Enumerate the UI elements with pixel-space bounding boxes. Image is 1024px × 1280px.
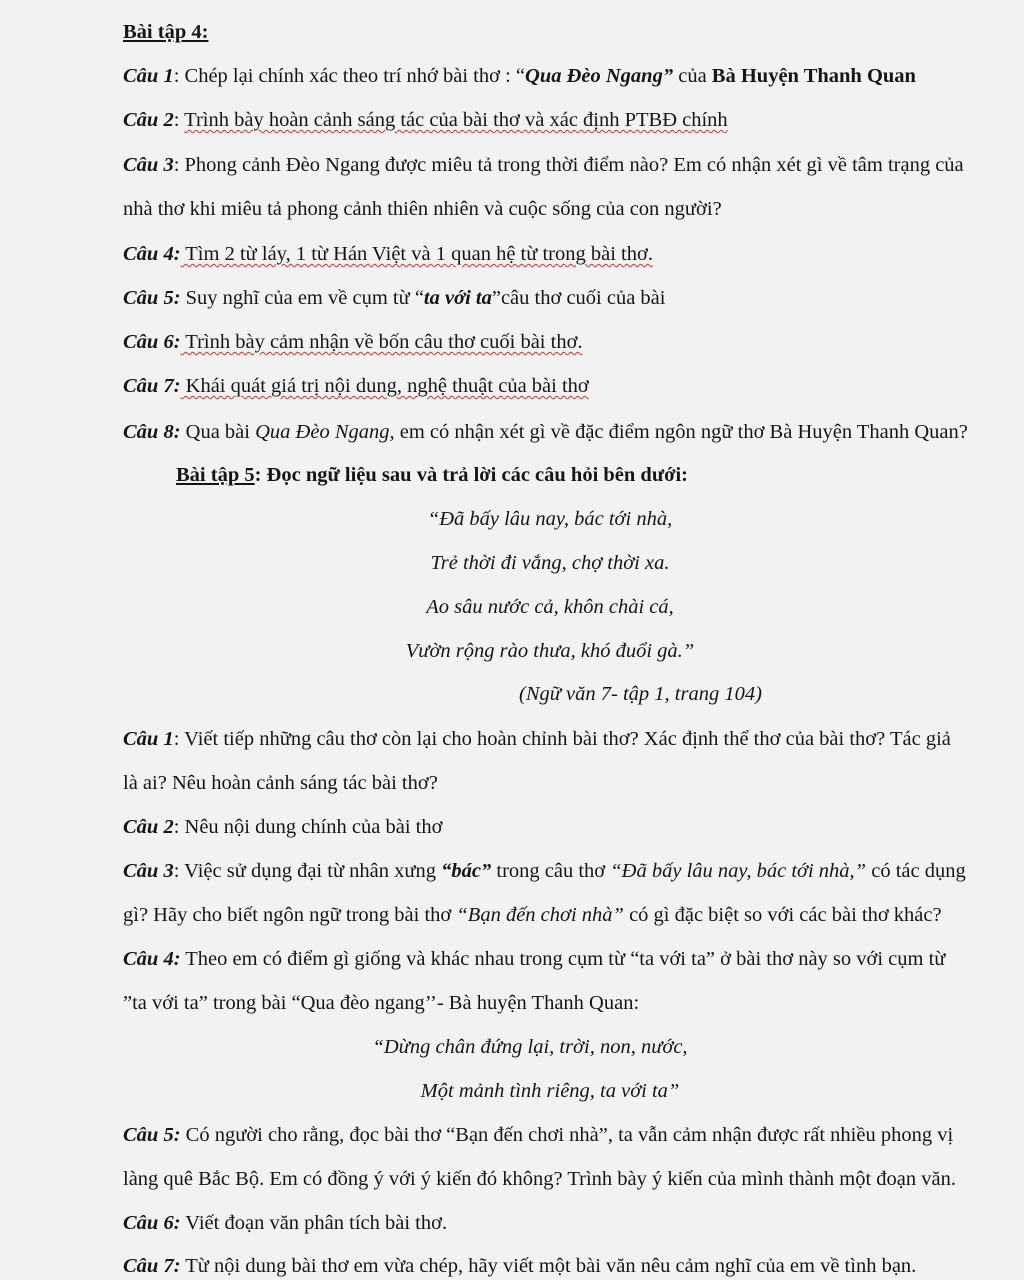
bt5-q4-line1: Câu 4: Theo em có điểm gì giống và khác nhau trong cụm từ “ta với ta” ở bài thơ này so với cụm từ — [123, 948, 946, 970]
bt5-q5-line2: làng quê Bắc Bộ. Em có đồng ý với ý kiến đó không? Trình bày ý kiến của mình thành một đoạn văn. — [123, 1168, 957, 1190]
bt4-q4: Câu 4: Tìm 2 từ láy, 1 từ Hán Việt và 1 quan hệ từ trong bài thơ. — [123, 243, 653, 265]
bt5-q5-line1: Câu 5: Có người cho rằng, đọc bài thơ “Bạn đến chơi nhà”, ta vẫn cảm nhận được rất nhiều phong vị — [123, 1124, 954, 1146]
bt5-q1-line2: là ai? Nêu hoàn cảnh sáng tác bài thơ? — [123, 772, 438, 794]
bt4-title: Bài tập 4: — [123, 21, 209, 43]
bt4-q1: Câu 1: Chép lại chính xác theo trí nhớ bài thơ : “Qua Đèo Ngang” của Bà Huyện Thanh Quan — [123, 65, 916, 87]
poem-line: “Đã bấy lâu nay, bác tới nhà, — [427, 508, 673, 530]
bt4-q3-line2: nhà thơ khi miêu tả phong cảnh thiên nhiên và cuộc sống của con người? — [123, 198, 722, 220]
bt5-q3-line1: Câu 3: Việc sử dụng đại từ nhân xưng “bác” trong câu thơ “Đã bấy lâu nay, bác tới nhà,” có tác dụng — [123, 860, 966, 882]
poem-source: (Ngữ văn 7- tập 1, trang 104) — [519, 683, 762, 705]
quote-line: “Dừng chân đứng lại, trời, non, nước, — [372, 1036, 688, 1058]
bt5-q7: Câu 7: Từ nội dung bài thơ em vừa chép, hãy viết một bài văn nêu cảm nghĩ của em về tình bạn. — [123, 1255, 917, 1277]
bt4-q2: Câu 2: Trình bày hoàn cảnh sáng tác của bài thơ và xác định PTBĐ chính — [123, 109, 728, 131]
bt4-q8: Câu 8: Qua bài Qua Đèo Ngang, em có nhận xét gì về đặc điểm ngôn ngữ thơ Bà Huyện Thanh Quan? — [123, 421, 968, 443]
bt4-q3-line1: Câu 3: Phong cảnh Đèo Ngang được miêu tả trong thời điểm nào? Em có nhận xét gì về tâm trạng của — [123, 154, 964, 176]
bt5-title: Bài tập 5: Đọc ngữ liệu sau và trả lời các câu hỏi bên dưới: — [176, 464, 689, 486]
bt5-q3-line2: gì? Hãy cho biết ngôn ngữ trong bài thơ “Bạn đến chơi nhà” có gì đặc biệt so với các bài thơ khác? — [123, 904, 942, 926]
quote-line: Một mảnh tình riêng, ta với ta” — [420, 1080, 680, 1102]
poem-line: Vườn rộng rào thưa, khó đuổi gà.” — [405, 640, 695, 662]
poem-line: Ao sâu nước cả, khôn chài cá, — [426, 596, 674, 618]
bt5-q4-line2: ”ta với ta” trong bài “Qua đèo ngang’’- Bà huyện Thanh Quan: — [123, 992, 640, 1014]
poem-line: Trẻ thời đi vắng, chợ thời xa. — [430, 552, 670, 574]
bt4-q7: Câu 7: Khái quát giá trị nội dung, nghệ thuật của bài thơ — [123, 375, 589, 397]
bt4-q5: Câu 5: Suy nghĩ của em về cụm từ “ta với ta”câu thơ cuối của bài — [123, 287, 666, 309]
bt4-q6: Câu 6: Trình bày cảm nhận về bốn câu thơ cuối bài thơ. — [123, 331, 583, 353]
bt5-q1-line1: Câu 1: Viết tiếp những câu thơ còn lại cho hoàn chỉnh bài thơ? Xác định thể thơ của bài thơ? Tác giả — [123, 728, 951, 750]
bt5-q2: Câu 2: Nêu nội dung chính của bài thơ — [123, 816, 443, 838]
bt5-q6: Câu 6: Viết đoạn văn phân tích bài thơ. — [123, 1212, 448, 1234]
